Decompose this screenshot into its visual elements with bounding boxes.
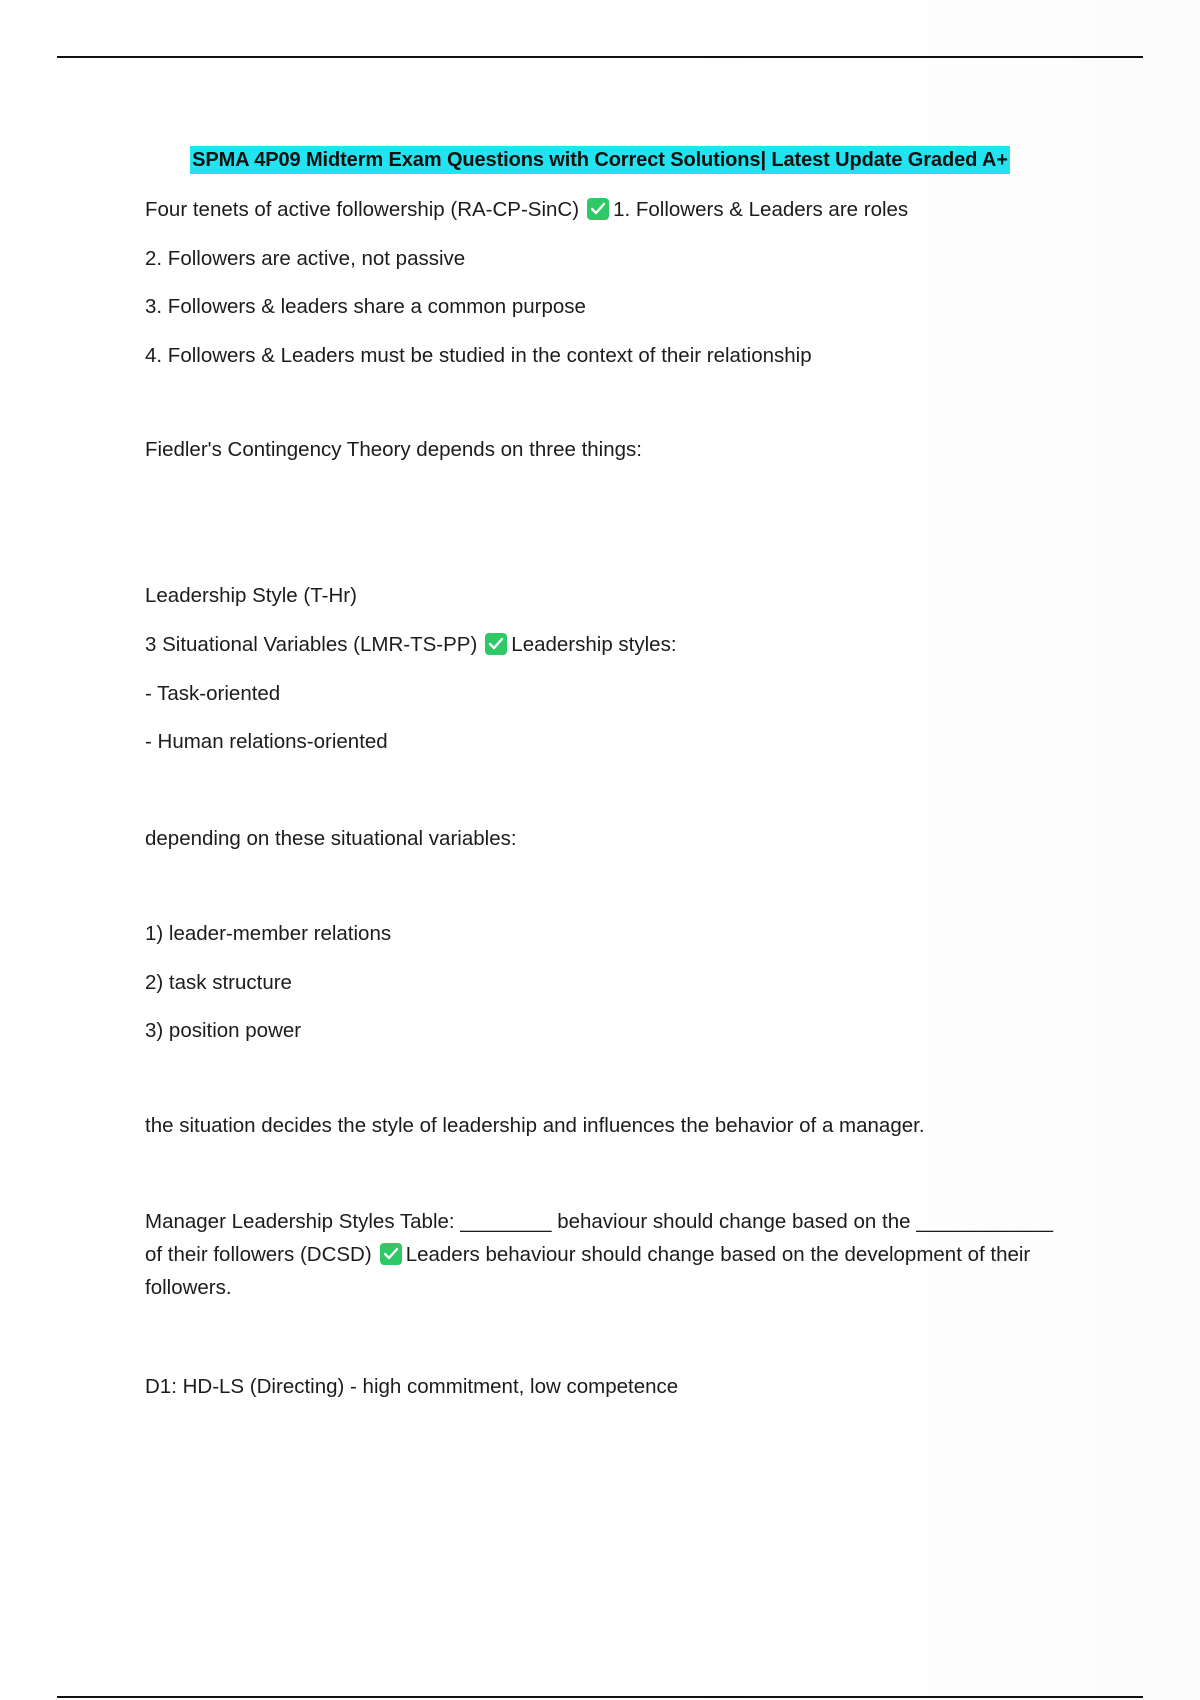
qa1-answer-first: 1. Followers & Leaders are roles [613,198,909,221]
check-mark-icon [587,198,609,220]
qa4-question-line: D1: HD-LS (Directing) - high commitment, low competence [145,1375,679,1398]
qa1-answer-line: 3. Followers & leaders share a common purpose [145,295,586,318]
qa1-answer-line: 4. Followers & Leaders must be studied in the context of their relationship [145,344,812,367]
qa3-paragraph [145,1205,1095,1304]
qa2-answer-line: - Task-oriented [145,682,281,705]
title-row [0,146,1200,174]
qa2-answer-line: - Human relations-oriented [145,730,388,753]
qa3-question-part2: of their followers (DCSD) [145,1243,372,1266]
qa1-question: Four tenets of active followership (RA-CP-SinC) [145,198,580,221]
qa3-answer: Leaders behaviour should change based on the development of their followers. [145,1243,1031,1299]
qa2-answer-line: 3) position power [145,1019,302,1042]
top-rule [57,56,1143,58]
qa2-question-last: 3 Situational Variables (LMR-TS-PP) [145,633,478,656]
bottom-rule [57,1696,1143,1698]
document-title: SPMA 4P09 Midterm Exam Questions with Correct Solutions| Latest Update Graded A+ [190,146,1010,174]
qa2-question-answer-line [145,632,677,658]
qa2-answer-line: the situation decides the style of leadership and influences the behavior of a manager. [145,1114,925,1137]
check-mark-icon [485,633,507,655]
qa2-answer-line: depending on these situational variables: [145,827,517,850]
qa3-question-part1: Manager Leadership Styles Table: ________ behaviour should change based on the ____________ [145,1210,1054,1233]
check-mark-icon [380,1243,402,1265]
qa2-question-line: Leadership Style (T-Hr) [145,584,357,607]
qa2-answer-line: 1) leader-member relations [145,922,392,945]
qa1-answer-line: 2. Followers are active, not passive [145,247,466,270]
qa2-answer-first: Leadership styles: [511,633,677,656]
qa1-question-line [145,197,908,223]
qa2-answer-line: 2) task structure [145,971,292,994]
qa2-question-line: Fiedler's Contingency Theory depends on three things: [145,438,642,461]
